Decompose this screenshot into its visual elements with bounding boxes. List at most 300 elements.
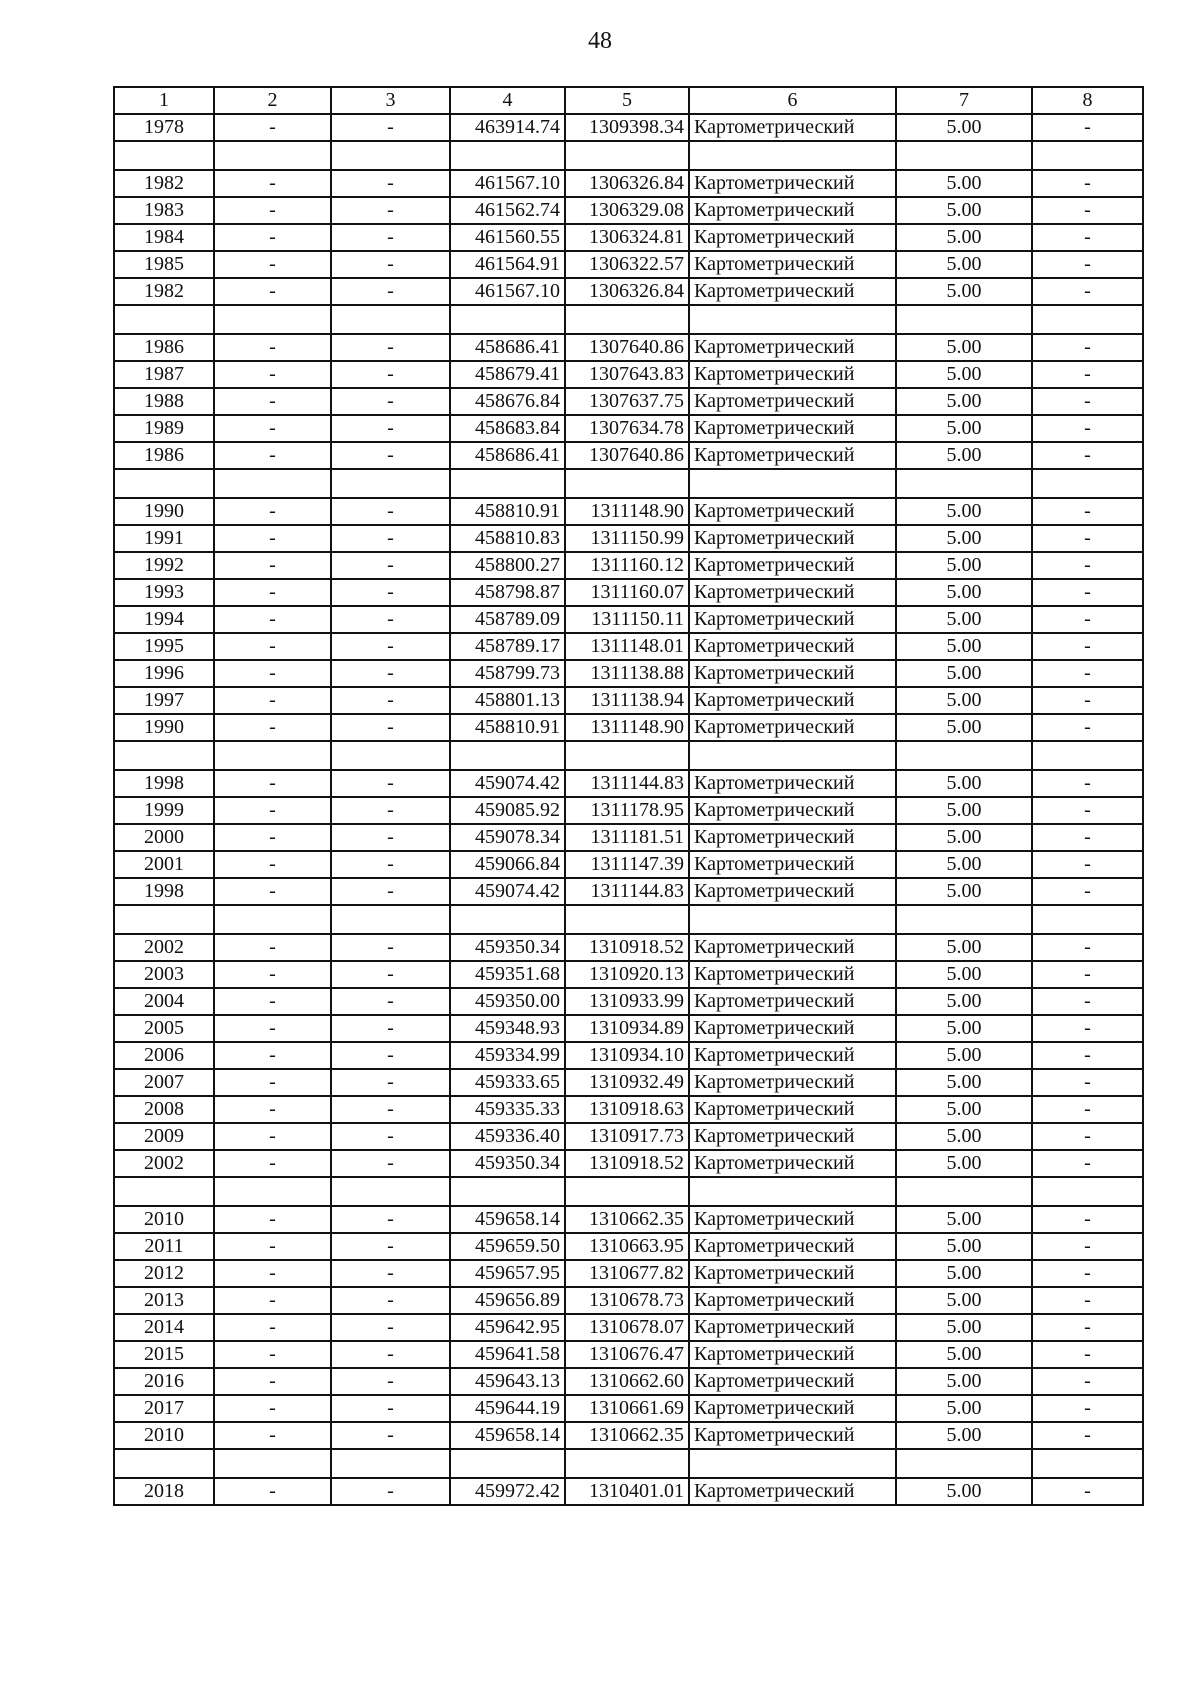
point-number: 2002 — [114, 1150, 214, 1177]
col-3-value: - — [331, 714, 450, 741]
point-number: 1986 — [114, 334, 214, 361]
empty-cell — [450, 741, 565, 770]
x-coordinate: 459659.50 — [450, 1233, 565, 1260]
point-number: 2015 — [114, 1341, 214, 1368]
col-3-value: - — [331, 687, 450, 714]
table-row — [114, 388, 1143, 415]
col-2-value: - — [214, 1478, 331, 1505]
method: Картометрический — [689, 961, 896, 988]
accuracy: 5.00 — [896, 1069, 1032, 1096]
accuracy: 5.00 — [896, 1150, 1032, 1177]
spacer-row — [114, 1177, 1143, 1206]
y-coordinate: 1310678.73 — [565, 1287, 689, 1314]
col-2-value: - — [214, 1287, 331, 1314]
x-coordinate: 461562.74 — [450, 197, 565, 224]
accuracy: 5.00 — [896, 1314, 1032, 1341]
x-coordinate: 459336.40 — [450, 1123, 565, 1150]
empty-cell — [1032, 905, 1143, 934]
accuracy: 5.00 — [896, 988, 1032, 1015]
method: Картометрический — [689, 797, 896, 824]
accuracy: 5.00 — [896, 687, 1032, 714]
x-coordinate: 459658.14 — [450, 1206, 565, 1233]
y-coordinate: 1310918.63 — [565, 1096, 689, 1123]
point-number: 2011 — [114, 1233, 214, 1260]
method: Картометрический — [689, 714, 896, 741]
point-number: 2004 — [114, 988, 214, 1015]
col-3-value: - — [331, 388, 450, 415]
point-number: 1997 — [114, 687, 214, 714]
col-8-value: - — [1032, 1042, 1143, 1069]
accuracy: 5.00 — [896, 1206, 1032, 1233]
col-2-value: - — [214, 1206, 331, 1233]
col-8-value: - — [1032, 552, 1143, 579]
col-2-value: - — [214, 114, 331, 141]
empty-cell — [1032, 741, 1143, 770]
table-row — [114, 824, 1143, 851]
method: Картометрический — [689, 579, 896, 606]
empty-cell — [1032, 1449, 1143, 1478]
method: Картометрический — [689, 660, 896, 687]
x-coordinate: 458686.41 — [450, 442, 565, 469]
y-coordinate: 1310663.95 — [565, 1233, 689, 1260]
col-3-value: - — [331, 1287, 450, 1314]
y-coordinate: 1307640.86 — [565, 442, 689, 469]
method: Картометрический — [689, 170, 896, 197]
x-coordinate: 461567.10 — [450, 278, 565, 305]
accuracy: 5.00 — [896, 1395, 1032, 1422]
col-3-value: - — [331, 251, 450, 278]
accuracy: 5.00 — [896, 1042, 1032, 1069]
col-2-value: - — [214, 1069, 331, 1096]
x-coordinate: 459641.58 — [450, 1341, 565, 1368]
col-3-value: - — [331, 1096, 450, 1123]
empty-cell — [896, 305, 1032, 334]
col-2-value: - — [214, 851, 331, 878]
method: Картометрический — [689, 934, 896, 961]
col-8-value: - — [1032, 579, 1143, 606]
accuracy: 5.00 — [896, 606, 1032, 633]
col-8-value: - — [1032, 1314, 1143, 1341]
col-2-value: - — [214, 197, 331, 224]
table-row — [114, 606, 1143, 633]
x-coordinate: 458799.73 — [450, 660, 565, 687]
col-3-value: - — [331, 1341, 450, 1368]
x-coordinate: 459658.14 — [450, 1422, 565, 1449]
point-number: 1984 — [114, 224, 214, 251]
col-8-value: - — [1032, 1150, 1143, 1177]
point-number: 2007 — [114, 1069, 214, 1096]
method: Картометрический — [689, 1150, 896, 1177]
col-3-value: - — [331, 988, 450, 1015]
x-coordinate: 459350.34 — [450, 934, 565, 961]
col-3-value: - — [331, 1260, 450, 1287]
col-8-value: - — [1032, 1478, 1143, 1505]
empty-cell — [114, 905, 214, 934]
table-row — [114, 415, 1143, 442]
col-3-value: - — [331, 224, 450, 251]
empty-cell — [214, 305, 331, 334]
empty-cell — [214, 741, 331, 770]
col-8-value: - — [1032, 1015, 1143, 1042]
x-coordinate: 459351.68 — [450, 961, 565, 988]
accuracy: 5.00 — [896, 878, 1032, 905]
x-coordinate: 461567.10 — [450, 170, 565, 197]
col-2-value: - — [214, 415, 331, 442]
col-3-value: - — [331, 1150, 450, 1177]
accuracy: 5.00 — [896, 1422, 1032, 1449]
table-row — [114, 1395, 1143, 1422]
method: Картометрический — [689, 224, 896, 251]
col-2-value: - — [214, 498, 331, 525]
empty-cell — [565, 741, 689, 770]
point-number: 1993 — [114, 579, 214, 606]
col-8-value: - — [1032, 1233, 1143, 1260]
x-coordinate: 458798.87 — [450, 579, 565, 606]
empty-cell — [331, 1449, 450, 1478]
col-2-value: - — [214, 1341, 331, 1368]
col-2-value: - — [214, 278, 331, 305]
y-coordinate: 1310933.99 — [565, 988, 689, 1015]
col-2-value: - — [214, 334, 331, 361]
col-3-value: - — [331, 498, 450, 525]
col-8-value: - — [1032, 988, 1143, 1015]
col-2-value: - — [214, 388, 331, 415]
table-row — [114, 1015, 1143, 1042]
point-number: 2000 — [114, 824, 214, 851]
col-8-value: - — [1032, 442, 1143, 469]
method: Картометрический — [689, 851, 896, 878]
table-row — [114, 251, 1143, 278]
x-coordinate: 459066.84 — [450, 851, 565, 878]
x-coordinate: 458801.13 — [450, 687, 565, 714]
table-row — [114, 525, 1143, 552]
empty-cell — [214, 905, 331, 934]
x-coordinate: 459657.95 — [450, 1260, 565, 1287]
col-2-value: - — [214, 1314, 331, 1341]
col-3-value: - — [331, 934, 450, 961]
y-coordinate: 1309398.34 — [565, 114, 689, 141]
y-coordinate: 1311138.88 — [565, 660, 689, 687]
x-coordinate: 459350.00 — [450, 988, 565, 1015]
col-8-value: - — [1032, 934, 1143, 961]
y-coordinate: 1311160.07 — [565, 579, 689, 606]
y-coordinate: 1306329.08 — [565, 197, 689, 224]
spacer-row — [114, 141, 1143, 170]
table-row — [114, 1233, 1143, 1260]
col-2-value: - — [214, 1233, 331, 1260]
col-8-value: - — [1032, 251, 1143, 278]
x-coordinate: 459350.34 — [450, 1150, 565, 1177]
col-3-value: - — [331, 579, 450, 606]
col-8-value: - — [1032, 1096, 1143, 1123]
x-coordinate: 459642.95 — [450, 1314, 565, 1341]
x-coordinate: 461560.55 — [450, 224, 565, 251]
empty-cell — [114, 305, 214, 334]
col-3-value: - — [331, 851, 450, 878]
col-2-value: - — [214, 442, 331, 469]
method: Картометрический — [689, 1042, 896, 1069]
point-number: 2014 — [114, 1314, 214, 1341]
empty-cell — [1032, 305, 1143, 334]
method: Картометрический — [689, 388, 896, 415]
empty-cell — [689, 905, 896, 934]
method: Картометрический — [689, 824, 896, 851]
accuracy: 5.00 — [896, 633, 1032, 660]
col-2-value: - — [214, 714, 331, 741]
method: Картометрический — [689, 1123, 896, 1150]
col-3-value: - — [331, 878, 450, 905]
accuracy: 5.00 — [896, 415, 1032, 442]
table-row — [114, 1478, 1143, 1505]
method: Картометрический — [689, 878, 896, 905]
y-coordinate: 1311150.99 — [565, 525, 689, 552]
col-8-value: - — [1032, 498, 1143, 525]
col-2-value: - — [214, 1123, 331, 1150]
x-coordinate: 459656.89 — [450, 1287, 565, 1314]
empty-cell — [896, 141, 1032, 170]
col-8-value: - — [1032, 633, 1143, 660]
x-coordinate: 458800.27 — [450, 552, 565, 579]
col-8-value: - — [1032, 525, 1143, 552]
accuracy: 5.00 — [896, 1368, 1032, 1395]
y-coordinate: 1311178.95 — [565, 797, 689, 824]
point-number: 1995 — [114, 633, 214, 660]
x-coordinate: 459074.42 — [450, 770, 565, 797]
empty-cell — [896, 741, 1032, 770]
y-coordinate: 1311148.90 — [565, 498, 689, 525]
accuracy: 5.00 — [896, 224, 1032, 251]
col-8-value: - — [1032, 278, 1143, 305]
accuracy: 5.00 — [896, 1233, 1032, 1260]
point-number: 2013 — [114, 1287, 214, 1314]
method: Картометрический — [689, 415, 896, 442]
accuracy: 5.00 — [896, 714, 1032, 741]
empty-cell — [450, 469, 565, 498]
empty-cell — [689, 741, 896, 770]
method: Картометрический — [689, 988, 896, 1015]
empty-cell — [114, 1449, 214, 1478]
spacer-row — [114, 905, 1143, 934]
y-coordinate: 1311138.94 — [565, 687, 689, 714]
header-col-3: 3 — [331, 87, 450, 114]
col-2-value: - — [214, 224, 331, 251]
empty-cell — [565, 305, 689, 334]
method: Картометрический — [689, 442, 896, 469]
accuracy: 5.00 — [896, 660, 1032, 687]
method: Картометрический — [689, 1015, 896, 1042]
point-number: 2018 — [114, 1478, 214, 1505]
table-body — [114, 114, 1143, 1505]
empty-cell — [565, 1177, 689, 1206]
col-2-value: - — [214, 878, 331, 905]
table-row — [114, 1287, 1143, 1314]
x-coordinate: 459643.13 — [450, 1368, 565, 1395]
col-2-value: - — [214, 170, 331, 197]
table-row — [114, 1368, 1143, 1395]
table-row — [114, 633, 1143, 660]
col-8-value: - — [1032, 1206, 1143, 1233]
empty-cell — [331, 469, 450, 498]
empty-cell — [689, 141, 896, 170]
x-coordinate: 458679.41 — [450, 361, 565, 388]
empty-cell — [565, 141, 689, 170]
point-number: 1989 — [114, 415, 214, 442]
table-row — [114, 224, 1143, 251]
method: Картометрический — [689, 1478, 896, 1505]
y-coordinate: 1310677.82 — [565, 1260, 689, 1287]
col-8-value: - — [1032, 1287, 1143, 1314]
col-2-value: - — [214, 961, 331, 988]
table-row — [114, 878, 1143, 905]
x-coordinate: 459348.93 — [450, 1015, 565, 1042]
y-coordinate: 1306326.84 — [565, 278, 689, 305]
point-number: 1990 — [114, 498, 214, 525]
table-row — [114, 1150, 1143, 1177]
col-2-value: - — [214, 1042, 331, 1069]
col-8-value: - — [1032, 824, 1143, 851]
table-row — [114, 197, 1143, 224]
method: Картометрический — [689, 1206, 896, 1233]
empty-cell — [565, 905, 689, 934]
table-row — [114, 660, 1143, 687]
point-number: 1999 — [114, 797, 214, 824]
accuracy: 5.00 — [896, 197, 1032, 224]
table-row — [114, 934, 1143, 961]
y-coordinate: 1306326.84 — [565, 170, 689, 197]
table-row — [114, 1096, 1143, 1123]
col-8-value: - — [1032, 797, 1143, 824]
x-coordinate: 459644.19 — [450, 1395, 565, 1422]
method: Картометрический — [689, 251, 896, 278]
table-row — [114, 552, 1143, 579]
spacer-row — [114, 469, 1143, 498]
col-2-value: - — [214, 251, 331, 278]
x-coordinate: 458686.41 — [450, 334, 565, 361]
method: Картометрический — [689, 1096, 896, 1123]
col-2-value: - — [214, 770, 331, 797]
col-2-value: - — [214, 1096, 331, 1123]
col-3-value: - — [331, 1069, 450, 1096]
accuracy: 5.00 — [896, 334, 1032, 361]
col-8-value: - — [1032, 1368, 1143, 1395]
empty-cell — [114, 469, 214, 498]
method: Картометрический — [689, 1341, 896, 1368]
y-coordinate: 1311147.39 — [565, 851, 689, 878]
method: Картометрический — [689, 1422, 896, 1449]
empty-cell — [1032, 1177, 1143, 1206]
accuracy: 5.00 — [896, 552, 1032, 579]
y-coordinate: 1310662.35 — [565, 1206, 689, 1233]
col-2-value: - — [214, 361, 331, 388]
point-number: 1982 — [114, 170, 214, 197]
col-2-value: - — [214, 1422, 331, 1449]
col-2-value: - — [214, 988, 331, 1015]
empty-cell — [214, 469, 331, 498]
accuracy: 5.00 — [896, 824, 1032, 851]
accuracy: 5.00 — [896, 1341, 1032, 1368]
point-number: 1990 — [114, 714, 214, 741]
table-row — [114, 1042, 1143, 1069]
y-coordinate: 1310932.49 — [565, 1069, 689, 1096]
col-3-value: - — [331, 197, 450, 224]
col-2-value: - — [214, 1015, 331, 1042]
method: Картометрический — [689, 334, 896, 361]
col-8-value: - — [1032, 660, 1143, 687]
table-row — [114, 361, 1143, 388]
empty-cell — [450, 905, 565, 934]
x-coordinate: 461564.91 — [450, 251, 565, 278]
col-3-value: - — [331, 361, 450, 388]
table-row — [114, 1069, 1143, 1096]
x-coordinate: 458810.83 — [450, 525, 565, 552]
empty-cell — [1032, 469, 1143, 498]
empty-cell — [331, 141, 450, 170]
x-coordinate: 458789.17 — [450, 633, 565, 660]
col-3-value: - — [331, 114, 450, 141]
col-8-value: - — [1032, 415, 1143, 442]
empty-cell — [331, 741, 450, 770]
accuracy: 5.00 — [896, 1287, 1032, 1314]
col-3-value: - — [331, 660, 450, 687]
col-3-value: - — [331, 824, 450, 851]
col-2-value: - — [214, 660, 331, 687]
empty-cell — [689, 1177, 896, 1206]
method: Картометрический — [689, 687, 896, 714]
col-8-value: - — [1032, 606, 1143, 633]
table-row — [114, 114, 1143, 141]
empty-cell — [896, 1449, 1032, 1478]
col-8-value: - — [1032, 1422, 1143, 1449]
empty-cell — [1032, 141, 1143, 170]
col-2-value: - — [214, 1150, 331, 1177]
col-2-value: - — [214, 1395, 331, 1422]
empty-cell — [214, 1177, 331, 1206]
col-3-value: - — [331, 1478, 450, 1505]
accuracy: 5.00 — [896, 170, 1032, 197]
point-number: 2002 — [114, 934, 214, 961]
accuracy: 5.00 — [896, 1015, 1032, 1042]
col-8-value: - — [1032, 1341, 1143, 1368]
empty-cell — [214, 141, 331, 170]
x-coordinate: 458810.91 — [450, 714, 565, 741]
accuracy: 5.00 — [896, 770, 1032, 797]
empty-cell — [565, 469, 689, 498]
col-8-value: - — [1032, 961, 1143, 988]
spacer-row — [114, 741, 1143, 770]
header-col-7: 7 — [896, 87, 1032, 114]
page-number: 48 — [588, 28, 612, 54]
y-coordinate: 1307634.78 — [565, 415, 689, 442]
point-number: 1992 — [114, 552, 214, 579]
col-3-value: - — [331, 334, 450, 361]
empty-cell — [896, 469, 1032, 498]
accuracy: 5.00 — [896, 442, 1032, 469]
col-3-value: - — [331, 1233, 450, 1260]
y-coordinate: 1310661.69 — [565, 1395, 689, 1422]
y-coordinate: 1310678.07 — [565, 1314, 689, 1341]
x-coordinate: 459335.33 — [450, 1096, 565, 1123]
y-coordinate: 1310918.52 — [565, 934, 689, 961]
y-coordinate: 1310662.60 — [565, 1368, 689, 1395]
accuracy: 5.00 — [896, 498, 1032, 525]
method: Картометрический — [689, 633, 896, 660]
y-coordinate: 1310676.47 — [565, 1341, 689, 1368]
accuracy: 5.00 — [896, 851, 1032, 878]
table-row — [114, 334, 1143, 361]
table-row — [114, 1422, 1143, 1449]
method: Картометрический — [689, 1368, 896, 1395]
col-2-value: - — [214, 934, 331, 961]
